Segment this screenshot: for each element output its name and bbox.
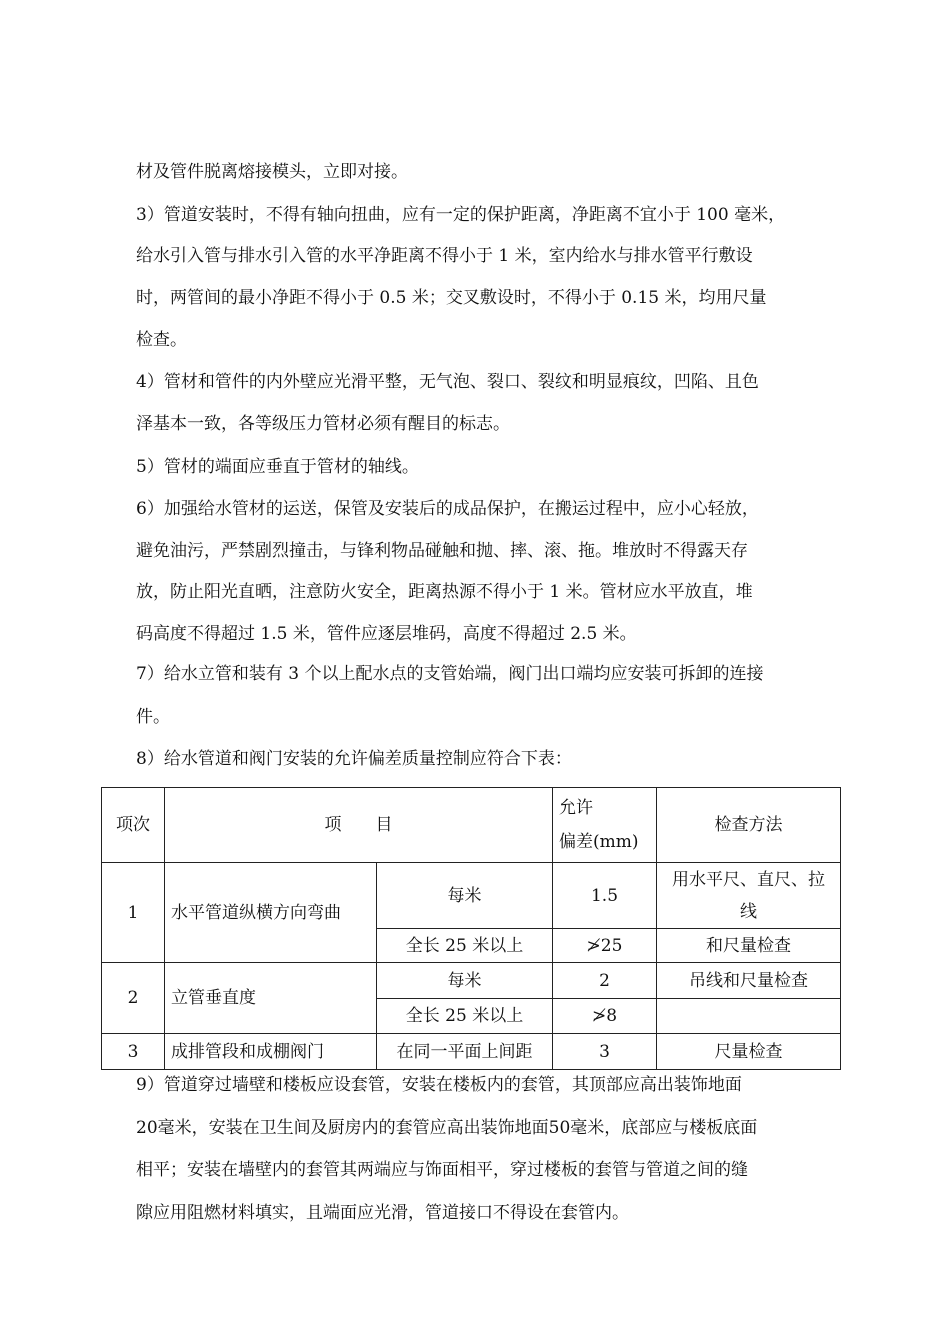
paragraph-line: 检查。 bbox=[136, 330, 187, 350]
header-tolerance bbox=[553, 788, 657, 863]
paragraph-line: 件。 bbox=[136, 707, 170, 727]
row3-method1: 尺量检查 bbox=[657, 1034, 841, 1070]
row3-val1: 3 bbox=[553, 1034, 657, 1070]
row1-method2: 和尺量检查 bbox=[657, 929, 841, 963]
row1-method1-line2: 线 bbox=[740, 901, 757, 922]
paragraph-line: 7）给水立管和装有 3 个以上配水点的支管始端，阀门出口端均应安装可拆卸的连接 bbox=[136, 664, 764, 684]
header-tolerance-line1: 允许 bbox=[559, 798, 593, 818]
paragraph-line: 避免油污，严禁剧烈撞击，与锋利物品碰触和抛、摔、滚、拖。堆放时不得露天存 bbox=[136, 541, 748, 561]
header-item: 项 目 bbox=[165, 788, 553, 863]
paragraph-line: 相平；安装在墙壁内的套管其两端应与饰面相平，穿过楼板的套管与管道之间的缝 bbox=[136, 1160, 748, 1180]
row3-item: 成排管段和成棚阀门 bbox=[165, 1034, 377, 1070]
paragraph-line: 5）管材的端面应垂直于管材的轴线。 bbox=[136, 457, 419, 477]
row2-sub2: 全长 25 米以上 bbox=[377, 999, 553, 1034]
paragraph-line: 材及管件脱离熔接模头，立即对接。 bbox=[136, 162, 408, 182]
paragraph-line: 时，两管间的最小净距不得小于 0.5 米；交叉敷设时，不得小于 0.15 米，均用尺量 bbox=[136, 288, 767, 308]
table-row bbox=[102, 963, 841, 999]
header-tolerance-line2: 偏差(mm) bbox=[559, 832, 639, 852]
row3-sub1: 在同一平面上间距 bbox=[377, 1034, 553, 1070]
row1-method1 bbox=[657, 863, 841, 929]
tolerance-table bbox=[101, 787, 841, 1070]
paragraph-line: 3）管道安装时，不得有轴向扭曲，应有一定的保护距离，净距离不宜小于 100 毫米， bbox=[136, 205, 786, 225]
row1-val1: 1.5 bbox=[553, 863, 657, 929]
row1-no: 1 bbox=[102, 863, 165, 963]
row2-method1: 吊线和尺量检查 bbox=[657, 963, 841, 999]
row2-no: 2 bbox=[102, 963, 165, 1034]
row1-item: 水平管道纵横方向弯曲 bbox=[165, 863, 377, 963]
header-no: 项次 bbox=[102, 788, 165, 863]
paragraph-line: 给水引入管与排水引入管的水平净距离不得小于 1 米，室内给水与排水管平行敷设 bbox=[136, 246, 753, 266]
row2-sub1: 每米 bbox=[377, 963, 553, 999]
paragraph-line: 9）管道穿过墙壁和楼板应设套管，安装在楼板内的套管，其顶部应高出装饰地面 bbox=[136, 1075, 742, 1095]
paragraph-line: 4）管材和管件的内外壁应光滑平整，无气泡、裂口、裂纹和明显痕纹，凹陷、且色 bbox=[136, 372, 759, 392]
row2-method2 bbox=[657, 999, 841, 1034]
table-row bbox=[102, 1034, 841, 1070]
paragraph-line: 隙应用阻燃材料填实，且端面应光滑，管道接口不得设在套管内。 bbox=[136, 1203, 629, 1223]
row2-val1: 2 bbox=[553, 963, 657, 999]
row2-item: 立管垂直度 bbox=[165, 963, 377, 1034]
header-method: 检查方法 bbox=[657, 788, 841, 863]
paragraph-line: 泽基本一致，各等级压力管材必须有醒目的标志。 bbox=[136, 414, 510, 434]
row1-sub2: 全长 25 米以上 bbox=[377, 929, 553, 963]
row2-val2: ≯8 bbox=[553, 999, 657, 1034]
table-header-row bbox=[102, 788, 841, 863]
row1-val2: ≯25 bbox=[553, 929, 657, 963]
paragraph-line: 放，防止阳光直晒，注意防火安全，距离热源不得小于 1 米。管材应水平放直，堆 bbox=[136, 582, 753, 602]
paragraph-line: 6）加强给水管材的运送，保管及安装后的成品保护，在搬运过程中，应小心轻放， bbox=[136, 499, 759, 519]
row1-method1-line1: 用水平尺、直尺、拉 bbox=[672, 869, 825, 890]
row3-no: 3 bbox=[102, 1034, 165, 1070]
table-row bbox=[102, 863, 841, 929]
paragraph-line: 码高度不得超过 1.5 米，管件应逐层堆码，高度不得超过 2.5 米。 bbox=[136, 624, 637, 644]
row1-sub1: 每米 bbox=[377, 863, 553, 929]
paragraph-line: 20毫米，安装在卫生间及厨房内的套管应高出装饰地面50毫米，底部应与楼板底面 bbox=[136, 1118, 758, 1138]
paragraph-line: 8）给水管道和阀门安装的允许偏差质量控制应符合下表： bbox=[136, 749, 572, 769]
